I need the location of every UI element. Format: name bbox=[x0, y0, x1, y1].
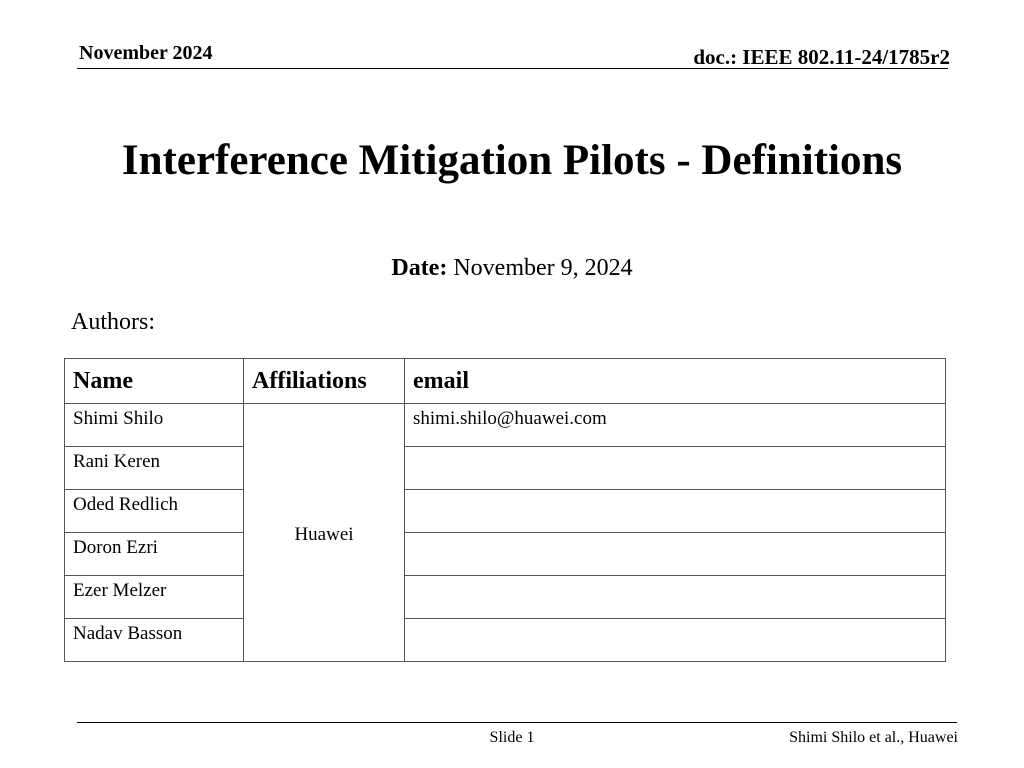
author-email bbox=[405, 533, 946, 576]
author-affiliation: Huawei bbox=[244, 404, 405, 662]
table-row bbox=[65, 619, 946, 662]
authors-label: Authors: bbox=[71, 309, 155, 335]
slide-number: Slide 1 bbox=[489, 729, 535, 746]
table-row bbox=[65, 533, 946, 576]
slide-title: Interference Mitigation Pilots - Definitions bbox=[121, 137, 903, 184]
column-header-email: email bbox=[405, 359, 946, 404]
column-header-name: Name bbox=[65, 359, 244, 404]
table-row bbox=[65, 404, 946, 447]
author-email bbox=[405, 619, 946, 662]
header-date: November 2024 bbox=[79, 42, 213, 64]
author-name: Shimi Shilo bbox=[65, 404, 244, 447]
footer-author: Shimi Shilo et al., Huawei bbox=[789, 729, 958, 746]
table-row bbox=[65, 447, 946, 490]
table-row bbox=[65, 576, 946, 619]
author-email: shimi.shilo@huawei.com bbox=[405, 404, 946, 447]
author-name: Ezer Melzer bbox=[65, 576, 244, 619]
author-name: Doron Ezri bbox=[65, 533, 244, 576]
author-email bbox=[405, 576, 946, 619]
column-header-affiliations: Affiliations bbox=[244, 359, 405, 404]
date-value: November 9, 2024 bbox=[453, 255, 633, 281]
header-divider bbox=[77, 68, 948, 69]
table-header-row bbox=[65, 359, 946, 404]
author-email bbox=[405, 490, 946, 533]
date-label: Date: bbox=[391, 255, 448, 281]
date-line bbox=[0, 255, 1024, 282]
author-name: Rani Keren bbox=[65, 447, 244, 490]
header-doc-id: doc.: IEEE 802.11-24/1785r2 bbox=[693, 45, 950, 69]
footer-divider bbox=[77, 722, 957, 723]
authors-table bbox=[64, 358, 946, 662]
table-row bbox=[65, 490, 946, 533]
author-email bbox=[405, 447, 946, 490]
author-name: Nadav Basson bbox=[65, 619, 244, 662]
author-name: Oded Redlich bbox=[65, 490, 244, 533]
